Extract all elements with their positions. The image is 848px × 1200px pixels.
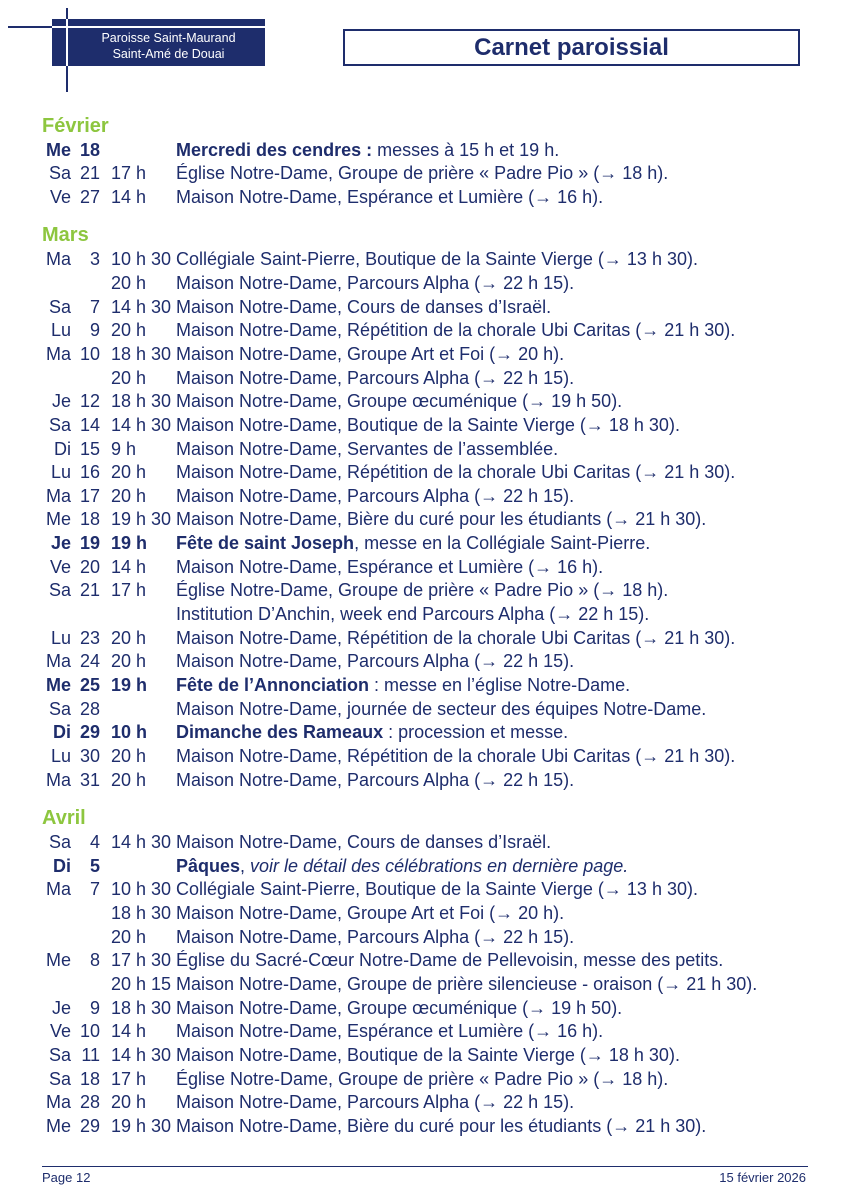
row-time: 17 h: [111, 1068, 147, 1089]
row-time: 14 h 30: [111, 414, 172, 435]
row-time: 20 h: [111, 462, 147, 483]
row-day-number: 11: [81, 1044, 100, 1065]
agenda-row: [0, 1091, 848, 1115]
agenda-row: [0, 162, 848, 186]
row-day-number: 25: [79, 674, 100, 695]
row-description: Maison Notre-Dame, Groupe œcuménique (→ 19 h 50).: [176, 997, 623, 1018]
row-weekday: Sa: [48, 580, 71, 601]
row-day-number: 15: [79, 438, 100, 459]
month-section: [0, 223, 848, 792]
title-box: [343, 29, 800, 66]
row-day-number: 17: [79, 485, 100, 506]
row-weekday: Lu: [50, 320, 71, 341]
agenda-row: [0, 272, 848, 296]
row-day-number: 7: [89, 879, 100, 900]
row-time: 18 h 30: [111, 343, 172, 364]
row-description: Maison Notre-Dame, Espérance et Lumière (→ 16 h).: [176, 1021, 604, 1042]
row-time: 17 h: [111, 580, 147, 601]
row-weekday: Ma: [45, 249, 71, 270]
row-day-number: 3: [89, 249, 100, 270]
parish-name-line-1: Paroisse Saint-Maurand: [101, 31, 236, 45]
row-day-number: 23: [79, 627, 100, 648]
agenda-row: [0, 721, 848, 745]
row-description: [176, 721, 568, 745]
agenda-row: [0, 508, 848, 532]
description-segment: Dimanche des Rameaux: [176, 722, 384, 743]
agenda-row: [0, 461, 848, 485]
row-description: Église Notre-Dame, Groupe de prière « Padre Pio » (→ 18 h).: [176, 580, 669, 601]
agenda-row: [0, 698, 848, 722]
row-description: Maison Notre-Dame, Boutique de la Sainte Vierge (→ 18 h 30).: [176, 1044, 680, 1065]
row-description: Maison Notre-Dame, Parcours Alpha (→ 22 h 15).: [176, 651, 575, 672]
row-time: 20 h: [111, 769, 147, 790]
description-segment: voir le détail des célébrations en dernière page.: [250, 855, 629, 876]
page-title: Carnet paroissial: [474, 34, 669, 61]
row-description: Maison Notre-Dame, Bière du curé pour les étudiants (→ 21 h 30).: [176, 509, 707, 530]
row-description: Église Notre-Dame, Groupe de prière « Padre Pio » (→ 18 h).: [176, 163, 669, 184]
row-weekday: Sa: [48, 414, 71, 435]
parish-box-cross-vertical-line: [66, 19, 68, 66]
parish-name: [72, 30, 265, 62]
row-weekday: Ma: [45, 343, 71, 364]
agenda-row: [0, 532, 848, 556]
agenda-row: [0, 878, 848, 902]
row-description: Maison Notre-Dame, Cours de danses d’Israël.: [176, 296, 552, 317]
row-weekday: Di: [54, 438, 71, 459]
row-time: 14 h 30: [111, 1044, 172, 1065]
row-weekday: Ve: [49, 186, 71, 207]
row-day-number: 14: [79, 414, 100, 435]
agenda-row: [0, 367, 848, 391]
description-segment: ,: [240, 855, 251, 876]
row-weekday: Me: [45, 950, 71, 971]
header-cross-horizontal-line: [8, 26, 52, 28]
row-day-number: 12: [79, 391, 100, 412]
row-description: Maison Notre-Dame, Parcours Alpha (→ 22 h 15).: [176, 485, 575, 506]
row-description: Maison Notre-Dame, Espérance et Lumière (→ 16 h).: [176, 186, 604, 207]
description-segment: Fête de l’Annonciation: [176, 674, 370, 695]
row-day-number: 19: [79, 533, 100, 554]
row-time: 17 h: [111, 163, 147, 184]
row-day-number: 29: [79, 722, 100, 743]
agenda-row: [0, 627, 848, 651]
description-segment: : messe en l’église Notre-Dame.: [369, 674, 631, 695]
row-time: 19 h: [111, 674, 148, 695]
row-time: 20 h: [111, 1092, 147, 1113]
parish-box-cross-horizontal-line: [52, 26, 265, 28]
row-day-number: 20: [79, 556, 100, 577]
page-number: Page 12: [42, 1170, 91, 1185]
agenda-row: [0, 296, 848, 320]
row-day-number: 18: [79, 139, 100, 160]
parish-name-line-2: Saint-Amé de Douai: [112, 47, 225, 61]
row-description: [176, 855, 628, 879]
row-time: 10 h 30: [111, 879, 172, 900]
row-description: [176, 139, 559, 163]
row-description: Maison Notre-Dame, Répétition de la chorale Ubi Caritas (→ 21 h 30).: [176, 320, 736, 341]
agenda-row: [0, 556, 848, 580]
month-section: [0, 114, 848, 210]
agenda-row: [0, 438, 848, 462]
row-description: Maison Notre-Dame, Espérance et Lumière (→ 16 h).: [176, 556, 604, 577]
description-segment: Fête de saint Joseph: [176, 533, 355, 554]
row-time: 14 h: [111, 556, 147, 577]
row-time: 20 h: [111, 651, 147, 672]
row-day-number: 29: [79, 1115, 100, 1136]
header-cross-vertical-line-bottom: [66, 66, 68, 92]
row-weekday: Sa: [48, 296, 71, 317]
row-weekday: Ma: [45, 1092, 71, 1113]
agenda-row: [0, 650, 848, 674]
agenda-row: [0, 949, 848, 973]
row-day-number: 10: [79, 1021, 100, 1042]
row-time: 14 h 30: [111, 832, 172, 853]
row-description: Église du Sacré-Cœur Notre-Dame de Pellevoisin, messe des petits.: [176, 950, 724, 971]
row-day-number: 21: [79, 580, 100, 601]
row-description: Maison Notre-Dame, Bière du curé pour les étudiants (→ 21 h 30).: [176, 1115, 707, 1136]
row-day-number: 9: [89, 320, 100, 341]
row-day-number: 30: [79, 745, 100, 766]
footer-rule: [42, 1166, 808, 1167]
row-weekday: Je: [50, 533, 71, 554]
description-segment: Mercredi des cendres :: [176, 139, 373, 160]
description-segment: messes à 15 h et 19 h.: [372, 139, 560, 160]
row-day-number: 18: [79, 509, 100, 530]
row-description: Maison Notre-Dame, Répétition de la chorale Ubi Caritas (→ 21 h 30).: [176, 627, 736, 648]
agenda-row: [0, 855, 848, 879]
row-description: Maison Notre-Dame, Répétition de la chorale Ubi Caritas (→ 21 h 30).: [176, 745, 736, 766]
row-description: Église Notre-Dame, Groupe de prière « Padre Pio » (→ 18 h).: [176, 1068, 669, 1089]
row-time: 17 h 30: [111, 950, 172, 971]
row-time: 14 h 30: [111, 296, 172, 317]
row-weekday: Sa: [48, 1068, 71, 1089]
row-weekday: Me: [45, 674, 71, 695]
agenda-row: [0, 769, 848, 793]
agenda-row: [0, 343, 848, 367]
row-description: [176, 674, 630, 698]
agenda-row: [0, 579, 848, 603]
agenda-row: [0, 997, 848, 1021]
row-time: 20 h: [111, 745, 147, 766]
row-time: 20 h: [111, 273, 147, 294]
row-description: Maison Notre-Dame, Groupe Art et Foi (→ 20 h).: [176, 343, 565, 364]
agenda: [0, 114, 848, 1139]
row-weekday: Me: [45, 509, 71, 530]
row-weekday: Me: [45, 1115, 71, 1136]
agenda-row: [0, 1068, 848, 1092]
row-weekday: Sa: [48, 698, 71, 719]
row-weekday: Ma: [45, 879, 71, 900]
row-weekday: Di: [53, 722, 71, 743]
agenda-row: [0, 186, 848, 210]
header-cross-vertical-line-top: [66, 8, 68, 19]
row-day-number: 28: [79, 698, 100, 719]
row-time: 10 h: [111, 722, 148, 743]
row-description: Collégiale Saint-Pierre, Boutique de la Sainte Vierge (→ 13 h 30).: [176, 879, 698, 900]
row-weekday: Ma: [45, 651, 71, 672]
row-day-number: 27: [79, 186, 100, 207]
row-description: [176, 532, 650, 556]
agenda-row: [0, 1115, 848, 1139]
row-description: Institution D’Anchin, week end Parcours Alpha (→ 22 h 15).: [176, 604, 650, 625]
parish-box: [52, 19, 265, 66]
row-time: 14 h: [111, 186, 147, 207]
row-description: Collégiale Saint-Pierre, Boutique de la Sainte Vierge (→ 13 h 30).: [176, 249, 698, 270]
agenda-row: [0, 319, 848, 343]
agenda-row: [0, 1044, 848, 1068]
row-time: 19 h 30: [111, 1115, 172, 1136]
agenda-row: [0, 139, 848, 163]
row-description: Maison Notre-Dame, Parcours Alpha (→ 22 h 15).: [176, 926, 575, 947]
description-segment: : procession et messe.: [383, 722, 569, 743]
row-description: Maison Notre-Dame, journée de secteur des équipes Notre-Dame.: [176, 698, 707, 719]
row-weekday: Lu: [50, 627, 71, 648]
row-time: 18 h 30: [111, 391, 172, 412]
row-day-number: 18: [79, 1068, 100, 1089]
row-day-number: 10: [79, 343, 100, 364]
agenda-row: [0, 414, 848, 438]
row-day-number: 31: [79, 769, 100, 790]
row-description: Maison Notre-Dame, Parcours Alpha (→ 22 h 15).: [176, 273, 575, 294]
agenda-row: [0, 248, 848, 272]
description-segment: Pâques: [176, 855, 241, 876]
row-weekday: Sa: [48, 832, 71, 853]
row-weekday: Sa: [48, 1044, 71, 1065]
description-segment: , messe en la Collégiale Saint-Pierre.: [354, 533, 651, 554]
row-description: Maison Notre-Dame, Groupe de prière silencieuse - oraison (→ 21 h 30).: [176, 974, 758, 994]
issue-date: 15 février 2026: [719, 1170, 806, 1185]
agenda-row: [0, 485, 848, 509]
row-time: 20 h: [111, 367, 147, 388]
row-weekday: Ve: [49, 556, 71, 577]
row-time: 10 h 30: [111, 249, 172, 270]
row-weekday: Ma: [45, 485, 71, 506]
agenda-row: [0, 674, 848, 698]
row-time: 20 h: [111, 926, 147, 947]
row-day-number: 8: [89, 950, 100, 971]
month-heading: Avril: [42, 807, 86, 830]
row-description: Maison Notre-Dame, Parcours Alpha (→ 22 h 15).: [176, 1092, 575, 1113]
row-day-number: 9: [89, 997, 100, 1018]
row-day-number: 21: [79, 163, 100, 184]
month-heading: Mars: [42, 224, 89, 247]
row-time: 20 h 15: [111, 974, 172, 994]
row-description: Maison Notre-Dame, Parcours Alpha (→ 22 h 15).: [176, 769, 575, 790]
row-weekday: Lu: [50, 462, 71, 483]
row-day-number: 7: [89, 296, 100, 317]
row-description: Maison Notre-Dame, Cours de danses d’Israël.: [176, 832, 552, 853]
agenda-row: [0, 973, 848, 997]
agenda-row: [0, 603, 848, 627]
row-weekday: Je: [51, 391, 71, 412]
agenda-row: [0, 926, 848, 950]
row-description: Maison Notre-Dame, Boutique de la Sainte Vierge (→ 18 h 30).: [176, 414, 680, 435]
agenda-row: [0, 1020, 848, 1044]
row-time: 20 h: [111, 485, 147, 506]
row-time: 19 h 30: [111, 509, 172, 530]
agenda-row: [0, 745, 848, 769]
row-weekday: Ma: [45, 769, 71, 790]
row-time: 20 h: [111, 627, 147, 648]
row-time: 18 h 30: [111, 997, 172, 1018]
row-weekday: Sa: [48, 163, 71, 184]
row-day-number: 4: [89, 832, 100, 853]
row-time: 20 h: [111, 320, 147, 341]
row-description: Maison Notre-Dame, Groupe œcuménique (→ 19 h 50).: [176, 391, 623, 412]
agenda-row: [0, 831, 848, 855]
agenda-row: [0, 902, 848, 926]
row-description: Maison Notre-Dame, Parcours Alpha (→ 22 h 15).: [176, 367, 575, 388]
row-time: 9 h: [111, 438, 137, 459]
row-weekday: Je: [51, 997, 71, 1018]
row-day-number: 28: [79, 1092, 100, 1113]
row-day-number: 5: [89, 855, 100, 876]
month-section: [0, 806, 848, 1138]
row-description: Maison Notre-Dame, Groupe Art et Foi (→ 20 h).: [176, 903, 565, 924]
row-weekday: Ve: [49, 1021, 71, 1042]
row-description: Maison Notre-Dame, Servantes de l’assemblée.: [176, 438, 559, 459]
row-day-number: 16: [79, 462, 100, 483]
row-time: 18 h 30: [111, 903, 172, 924]
row-time: 19 h: [111, 533, 148, 554]
row-day-number: 24: [79, 651, 100, 672]
row-weekday: Me: [45, 139, 71, 160]
agenda-row: [0, 390, 848, 414]
row-weekday: Di: [53, 855, 71, 876]
month-heading: Février: [42, 114, 109, 137]
row-time: 14 h: [111, 1021, 147, 1042]
row-weekday: Lu: [50, 745, 71, 766]
row-description: Maison Notre-Dame, Répétition de la chorale Ubi Caritas (→ 21 h 30).: [176, 462, 736, 483]
